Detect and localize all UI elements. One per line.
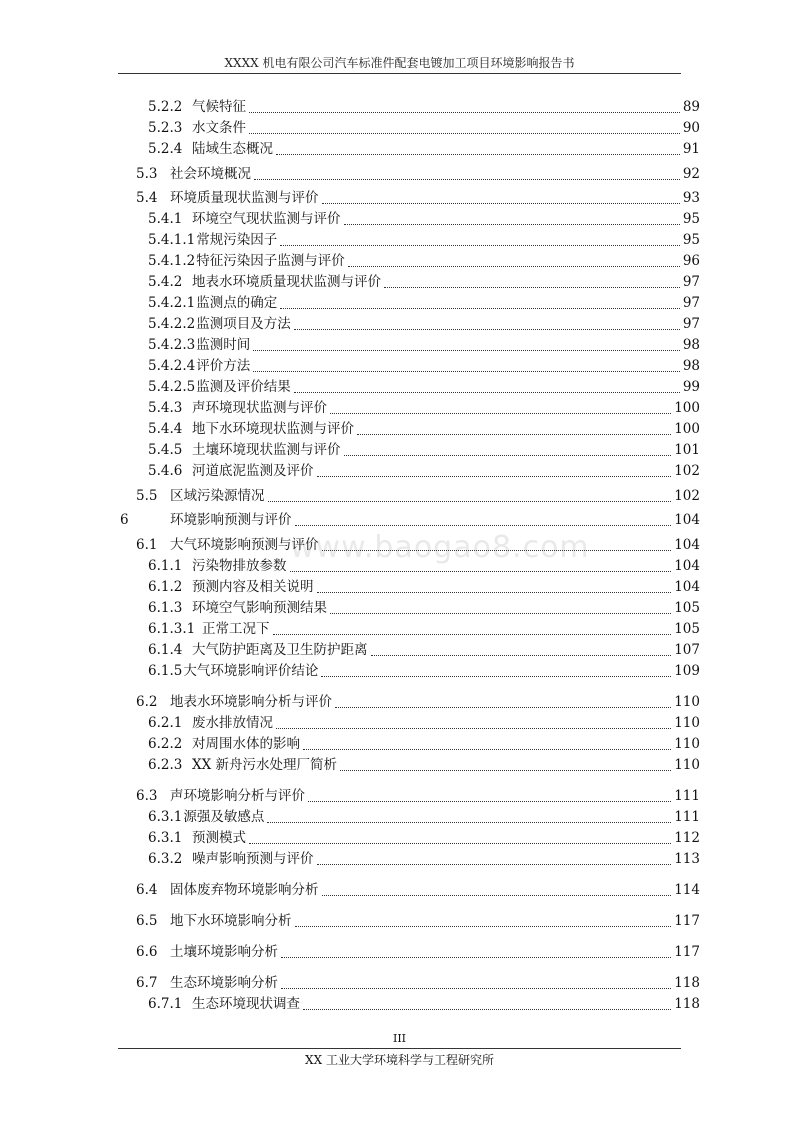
toc-entry-title: 特征污染因子监测与评价: [196, 253, 345, 269]
toc-entry-page: 110: [674, 714, 700, 731]
toc-entry-number: 6.2: [136, 693, 158, 710]
toc-entry-page: 118: [674, 974, 700, 991]
toc-entry-title: 大气环境影响评价结论: [183, 662, 319, 679]
toc-entry-number: 5.4.4: [148, 421, 183, 437]
toc-entry-title: 源强及敏感点: [183, 808, 265, 825]
toc-entry[interactable]: [0, 911, 700, 932]
toc-entry-number: 6.4: [136, 881, 158, 898]
toc-entry-page: 109: [674, 662, 700, 679]
toc-entry-title: 环境质量现状监测与评价: [170, 190, 319, 206]
toc-entry-number: 6.7: [136, 974, 158, 991]
toc-entry[interactable]: [0, 973, 700, 994]
toc-entry-number: 6.3: [136, 787, 158, 804]
toc-entry-number: 6.2.3: [148, 756, 183, 773]
toc-entry[interactable]: [0, 356, 700, 377]
toc-entry-page: 97: [682, 274, 700, 290]
dot-leader: [276, 153, 680, 155]
toc-entry-page: 95: [682, 211, 700, 227]
toc-entry[interactable]: [0, 994, 700, 1015]
toc-entry-number: 5.4.2.2: [148, 316, 196, 332]
toc-entry-title: 声环境现状监测与评价: [192, 400, 327, 416]
toc-entry[interactable]: [0, 942, 700, 963]
toc-entry-page: 110: [674, 735, 700, 752]
toc-entry[interactable]: [0, 335, 700, 356]
toc-entry-title: 环境影响预测与评价: [170, 512, 292, 528]
toc-entry-title: 区域污染源情况: [170, 487, 265, 504]
dot-leader: [249, 842, 671, 844]
toc-entry-number: 6.1.4: [148, 641, 183, 658]
toc-entry-number: 6.6: [136, 943, 158, 960]
toc-entry-number: 6.1: [136, 536, 158, 553]
dot-leader: [295, 524, 672, 526]
toc-entry-page: 102: [674, 487, 700, 504]
toc-entry-title: 环境空气影响预测结果: [192, 599, 327, 616]
toc-entry-page: 117: [674, 943, 700, 960]
dot-leader: [280, 307, 680, 309]
dot-leader: [335, 706, 671, 708]
toc-entry-title: 环境空气现状监测与评价: [192, 211, 341, 227]
toc-entry-title: 生态环境现状调查: [192, 995, 300, 1012]
toc-entry[interactable]: [0, 713, 700, 734]
toc-entry[interactable]: [0, 440, 700, 461]
toc-entry-title: 评价方法: [196, 358, 251, 374]
toc-entry-title: 土壤环境影响分析: [170, 943, 278, 960]
toc-entry-title: 正常工况下: [202, 620, 270, 637]
toc-entry-title: 水文条件: [192, 120, 246, 136]
dot-leader: [281, 987, 671, 989]
toc-entry[interactable]: [0, 164, 700, 185]
toc-entry[interactable]: [0, 807, 700, 828]
dot-leader: [253, 349, 680, 351]
toc-entry-title: 监测点的确定: [196, 295, 278, 311]
toc-entry[interactable]: [0, 272, 700, 293]
dot-leader: [322, 894, 672, 896]
toc-entry-number: 6.1.1: [148, 557, 183, 574]
toc-entry-page: 105: [674, 599, 700, 616]
toc-entry-title: 生态环境影响分析: [170, 974, 278, 991]
dot-leader: [249, 132, 680, 134]
toc-entry-number: 6.1.3.1: [148, 620, 196, 637]
toc-entry-number: 5.4.2.1: [148, 295, 196, 311]
dot-leader: [268, 500, 672, 502]
toc-entry-number: 6.3.1: [148, 808, 183, 825]
dot-leader: [371, 654, 672, 656]
toc-entry-title: 常规污染因子: [196, 232, 278, 248]
toc-entry[interactable]: [0, 139, 700, 160]
toc-entry-page: 111: [674, 787, 700, 804]
toc-entry-page: 98: [682, 358, 700, 374]
toc-entry[interactable]: [0, 880, 700, 901]
toc-entry-title: 预测模式: [192, 829, 246, 846]
toc-entry-page: 105: [674, 620, 700, 637]
dot-leader: [330, 412, 671, 414]
toc-entry-title: 声环境影响分析与评价: [170, 787, 305, 804]
toc-entry-number: 6.7.1: [148, 995, 183, 1012]
toc-entry-number: 5.4.2.3: [148, 337, 196, 353]
toc-entry-page: 92: [682, 165, 700, 182]
toc-entry-page: 97: [682, 316, 700, 332]
toc-entry-page: 96: [682, 253, 700, 269]
dot-leader: [330, 612, 671, 614]
footer-organization: XX 工业大学环境科学与工程研究所: [305, 1053, 494, 1067]
toc-entry-number: 5.3: [136, 165, 158, 182]
toc-entry-title: 地下水环境现状监测与评价: [192, 421, 354, 437]
toc-entry-number: 5.4: [136, 190, 158, 206]
toc-entry-number: 6.2.2: [148, 735, 183, 752]
dot-leader: [317, 475, 672, 477]
dot-leader: [357, 433, 671, 435]
toc-entry-page: 98: [682, 337, 700, 353]
toc-entry[interactable]: [0, 734, 700, 755]
toc-entry-title: 土壤环境现状监测与评价: [192, 442, 341, 458]
toc-entry[interactable]: [0, 786, 700, 807]
toc-entry[interactable]: [0, 188, 700, 209]
toc-entry-page: 104: [674, 578, 700, 595]
toc-entry-title: 废水排放情况: [192, 714, 273, 731]
dot-leader: [321, 675, 671, 677]
toc-entry-page: 97: [682, 295, 700, 311]
toc-entry-page: 104: [674, 557, 700, 574]
dot-leader: [276, 727, 671, 729]
toc-entry-number: 6.1.3: [148, 599, 183, 616]
toc-entry-title: 陆域生态概况: [192, 141, 273, 157]
header-divider: [118, 73, 681, 74]
footer-page-number: III: [392, 1032, 407, 1045]
toc-entry-title: 噪声影响预测与评价: [192, 850, 314, 867]
dot-leader: [303, 748, 671, 750]
toc-entry-number: 6.2.1: [148, 714, 183, 731]
toc-entry-title: XX 新舟污水处理厂简析: [192, 756, 338, 773]
dot-leader: [267, 821, 671, 823]
toc-entry-page: 102: [674, 463, 700, 479]
dot-leader: [303, 1008, 671, 1010]
toc-entry-number: 5.4.1.1: [148, 232, 196, 248]
toc-entry[interactable]: [0, 230, 700, 251]
dot-leader: [348, 265, 680, 267]
toc-entry[interactable]: [0, 692, 700, 713]
toc-entry-title: 大气环境影响预测与评价: [170, 536, 319, 553]
dot-leader: [344, 223, 680, 225]
toc-entry[interactable]: [0, 828, 700, 849]
footer-divider: [118, 1048, 681, 1049]
toc-entry-number: 5.4.1: [148, 211, 183, 227]
toc-entry[interactable]: [0, 461, 700, 482]
toc-entry-page: 117: [674, 912, 700, 929]
toc-entry-number: 5.4.2.5: [148, 379, 196, 395]
toc-entry-title: 大气防护距离及卫生防护距离: [192, 641, 368, 658]
toc-entry[interactable]: [0, 486, 700, 507]
dot-leader: [317, 591, 672, 593]
toc-entry[interactable]: [0, 619, 700, 640]
toc-entry-title: 预测内容及相关说明: [192, 578, 314, 595]
dot-leader: [294, 328, 680, 330]
toc-entry-page: 91: [682, 141, 700, 157]
toc-entry-number: 5.4.1.2: [148, 253, 196, 269]
toc-entry-number: 6.3.1: [148, 829, 183, 846]
toc-entry-page: 93: [682, 190, 700, 206]
toc-entry-number: 5.4.2: [148, 274, 183, 290]
toc-entry[interactable]: [0, 398, 700, 419]
toc-entry-page: 110: [674, 756, 700, 773]
toc-entry[interactable]: [0, 293, 700, 314]
toc-entry-title: 地表水环境质量现状监测与评价: [192, 274, 381, 290]
toc-entry-number: 5.4.5: [148, 442, 183, 458]
dot-leader: [253, 370, 680, 372]
dot-leader: [340, 769, 671, 771]
toc-entry-page: 113: [674, 850, 700, 867]
toc-entry-page: 100: [674, 400, 700, 416]
toc-entry-number: 5.2.2: [148, 99, 183, 115]
toc-entry-number: 5.4.6: [148, 463, 183, 479]
toc-entry-page: 118: [674, 995, 700, 1012]
toc-entry-title: 气候特征: [192, 99, 246, 115]
toc-entry-title: 监测及评价结果: [196, 379, 291, 395]
toc-entry-number: 5.4.3: [148, 400, 183, 416]
toc-entry-page: 100: [674, 421, 700, 437]
dot-leader: [308, 800, 671, 802]
toc-entry[interactable]: [0, 849, 700, 870]
dot-leader: [322, 202, 680, 204]
toc-entry[interactable]: [0, 510, 700, 531]
toc-entry[interactable]: [0, 97, 700, 118]
toc-entry-number: 6.5: [136, 912, 158, 929]
toc-entry-title: 地下水环境影响分析: [170, 912, 292, 929]
toc-entry-number: 5.2.3: [148, 120, 183, 136]
toc-entry-page: 99: [682, 379, 700, 395]
dot-leader: [317, 863, 672, 865]
toc-entry-title: 固体废弃物环境影响分析: [170, 881, 319, 898]
toc-entry-page: 107: [674, 641, 700, 658]
toc-entry-number: 6.1.2: [148, 578, 183, 595]
dot-leader: [249, 111, 680, 113]
toc-entry-page: 104: [674, 536, 700, 553]
toc-entry[interactable]: [0, 661, 700, 682]
toc-entry-number: 6: [120, 512, 129, 528]
toc-entry-title: 河道底泥监测及评价: [192, 463, 314, 479]
watermark: www.baogao8.com: [290, 530, 590, 565]
toc-entry-number: 6.3.2: [148, 850, 183, 867]
toc-entry[interactable]: [0, 419, 700, 440]
toc-entry-page: 111: [674, 808, 700, 825]
toc-entry-page: 114: [674, 881, 700, 898]
toc-entry-number: 5.5: [136, 487, 158, 504]
toc-entry-number: 6.1.5: [148, 662, 183, 679]
toc-entry-title: 地表水环境影响分析与评价: [170, 693, 332, 710]
dot-leader: [280, 244, 680, 246]
toc-entry[interactable]: [0, 598, 700, 619]
toc-entry-page: 90: [682, 120, 700, 136]
dot-leader: [254, 178, 680, 180]
toc-entry-page: 112: [674, 829, 700, 846]
toc-entry-page: 110: [674, 693, 700, 710]
toc-entry[interactable]: [0, 755, 700, 776]
dot-leader: [294, 391, 680, 393]
toc-entry[interactable]: [0, 209, 700, 230]
dot-leader: [273, 633, 672, 635]
toc-entry-page: 95: [682, 232, 700, 248]
toc-entry-number: 5.2.4: [148, 141, 183, 157]
toc-entry-title: 监测项目及方法: [196, 316, 291, 332]
toc-entry[interactable]: [0, 640, 700, 661]
toc-entry[interactable]: [0, 314, 700, 335]
toc-entry-title: 社会环境概况: [170, 165, 251, 182]
toc-entry[interactable]: [0, 577, 700, 598]
running-header: XXXX 机电有限公司汽车标准件配套电镀加工项目环境影响报告书: [224, 56, 575, 70]
toc-entry-number: 5.4.2.4: [148, 358, 196, 374]
toc-entry-title: 对周围水体的影响: [192, 735, 300, 752]
toc-entry-title: 监测时间: [196, 337, 251, 353]
dot-leader: [281, 956, 671, 958]
toc-entry[interactable]: [0, 251, 700, 272]
toc-entry-page: 89: [682, 99, 700, 115]
toc-entry[interactable]: [0, 118, 700, 139]
dot-leader: [295, 925, 672, 927]
toc-entry-page: 101: [674, 442, 700, 458]
toc-entry-page: 104: [674, 512, 700, 528]
toc-entry[interactable]: [0, 377, 700, 398]
dot-leader: [384, 286, 680, 288]
dot-leader: [290, 570, 672, 572]
dot-leader: [344, 454, 672, 456]
toc-entry-title: 污染物排放参数: [192, 557, 287, 574]
